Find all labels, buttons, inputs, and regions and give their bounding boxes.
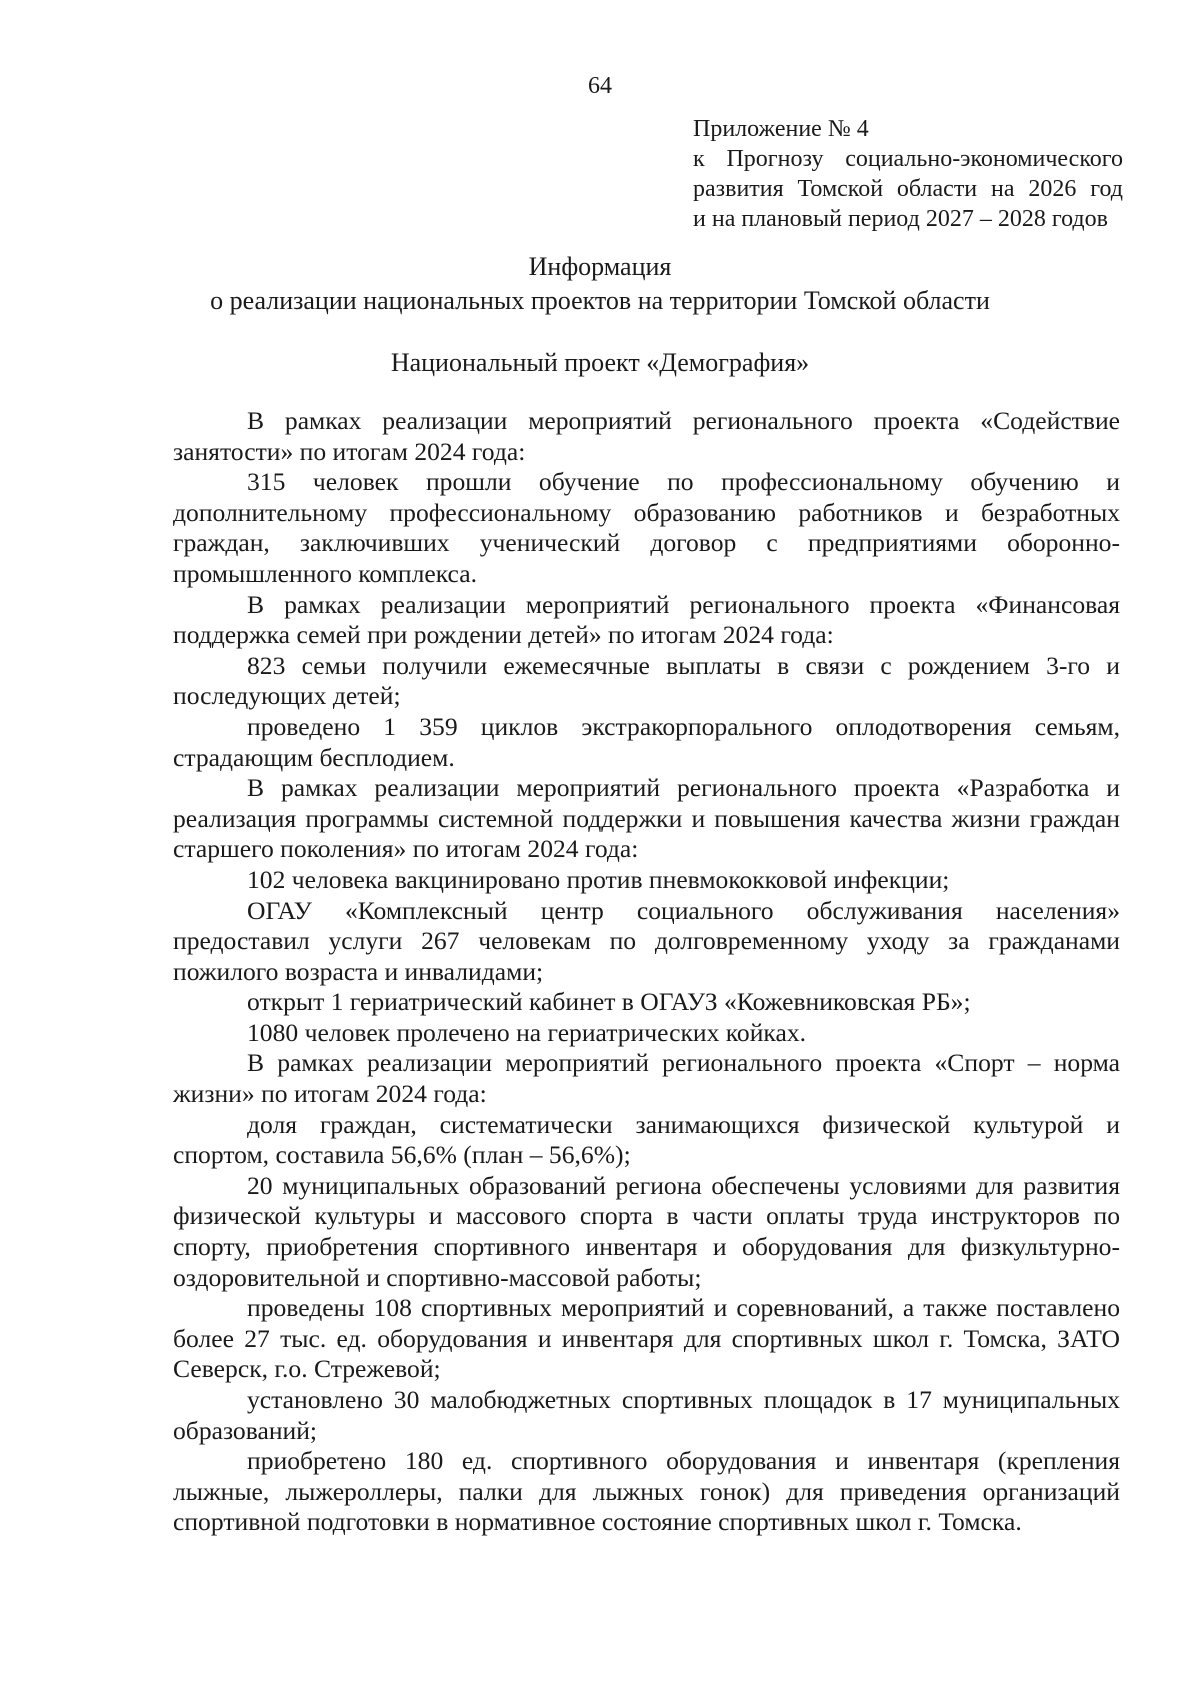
paragraph: 20 муниципальных образований региона обеспечены условиями для развития физической культуры и массового спорта в части оплаты труда инструкторов по спорту, приобретения спортивного инвентаря и оборудования для физкультурно-оздоровительной и спортивно-массовой работы; [173, 1170, 1120, 1292]
page-number: 64 [588, 73, 612, 99]
paragraph: установлено 30 малобюджетных спортивных площадок в 17 муниципальных образований; [173, 1385, 1120, 1445]
paragraph: В рамках реализации мероприятий регионального проекта «Разработка и реализация программы системной поддержки и повышения качества жизни граждан старшего поколения» по итогам 2024 года: [173, 773, 1120, 864]
section-heading: Национальный проект «Демография» [390, 348, 810, 377]
appendix-title: Приложение № 4 [693, 116, 869, 142]
paragraph: проведено 1 359 циклов экстракорпорального оплодотворения семьям, страдающим бесплодием. [173, 711, 1120, 772]
paragraph: 1080 человек пролечено на гериатрических койках. [247, 1017, 807, 1047]
paragraph: В рамках реализации мероприятий регионального проекта «Содействие занятости» по итогам 2024 года: [173, 406, 1120, 466]
appendix-block [693, 114, 1123, 234]
document-title-line1: Информация [528, 252, 672, 281]
document-title-line2: о реализации национальных проектов на территории Томской области [210, 286, 990, 315]
paragraph: ОГАУ «Комплексный центр социального обслуживания населения» предоставил услуги 267 человекам по долговременному уходу за гражданами пожилого возраста и инвалидами; [173, 895, 1120, 986]
paragraph: приобретено 180 ед. спортивного оборудования и инвентаря (крепления лыжные, лыжероллеры, палки для лыжных гонок) для приведения организаций спортивной подготовки в нормативное состояние спортивных школ г. Томска. [173, 1446, 1120, 1537]
document-body [173, 406, 1120, 1538]
appendix-line: развития Томской области на 2026 год [693, 176, 1123, 202]
paragraph: 823 семьи получили ежемесячные выплаты в связи с рождением 3-го и последующих детей; [173, 650, 1120, 711]
paragraph: открыт 1 гериатрический кабинет в ОГАУЗ «Кожевниковская РБ»; [247, 987, 971, 1017]
paragraph: В рамках реализации мероприятий регионального проекта «Финансовая поддержка семей при рождении детей» по итогам 2024 года: [173, 589, 1120, 650]
paragraph: В рамках реализации мероприятий регионального проекта «Спорт – норма жизни» по итогам 2024 года: [173, 1048, 1120, 1109]
paragraph: 102 человека вакцинировано против пневмококковой инфекции; [247, 864, 950, 894]
paragraph: 315 человек прошли обучение по профессиональному обучению и дополнительному профессиональному образованию работников и безработных граждан, заключивших ученический договор с предприятиями оборонно-промышленного комплекса. [173, 467, 1120, 588]
paragraph: проведены 108 спортивных мероприятий и соревнований, а также поставлено более 27 тыс. ед. оборудования и инвентаря для спортивных школ г. Томска, ЗАТО Северск, г.о. Стрежевой; [173, 1293, 1120, 1384]
paragraph: доля граждан, систематически занимающихся физической культурой и спортом, составила 56,6% (план – 56,6%); [173, 1109, 1120, 1170]
document-title [0, 250, 1200, 318]
appendix-line: к Прогнозу социально-экономического [693, 146, 1123, 172]
appendix-line: и на плановый период 2027 – 2028 годов [693, 206, 1108, 232]
